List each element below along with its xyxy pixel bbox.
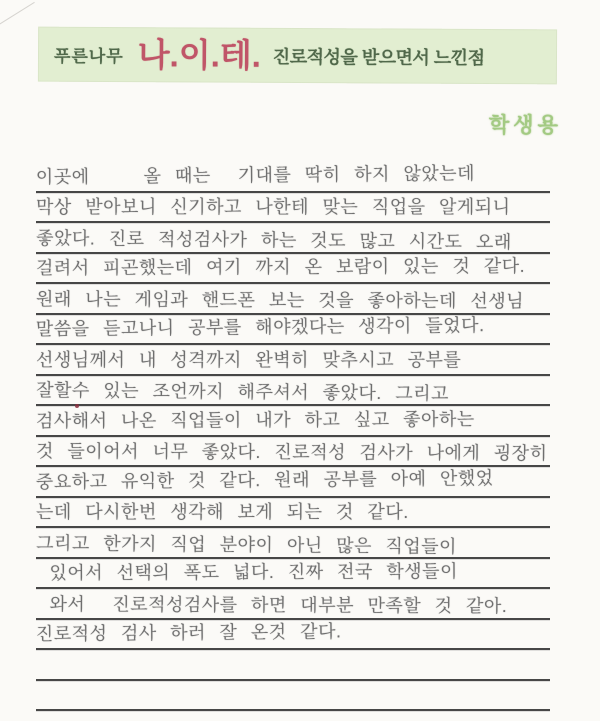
- handwritten-line: 것 들이어서 너무 좋았다. 진로적성 검사가 나에게 굉장히: [36, 441, 548, 464]
- ruled-line: [36, 162, 550, 193]
- handwritten-line: 잘할수 있는 조언까지 해주셔서 좋았다. 그리고: [36, 380, 450, 404]
- handwritten-line: 그리고 한가지 직업 분야이 아닌 많은 직업들이: [36, 532, 458, 557]
- ruled-line: [36, 589, 550, 620]
- handwritten-line: 는데 다시한번 생각해 보게 되는 것 같다.: [36, 502, 409, 522]
- ruled-line: [36, 284, 550, 315]
- handwritten-line: 좋았다. 진로 적성검사가 하는 것도 많고 시간도 오래: [36, 227, 512, 252]
- handwritten-line: 중요하고 유익한 것 같다. 원래 공부를 아예 안했었: [35, 467, 494, 492]
- ruled-line: [36, 406, 550, 437]
- handwritten-line: 걸려서 피곤했는데 여기 까지 온 보람이 있는 것 같다.: [35, 255, 526, 279]
- handwritten-line: 있어서 선택의 폭도 넓다. 진짜 전국 학생들이: [35, 561, 458, 584]
- handwritten-text-area: [36, 162, 550, 711]
- header-prefix: 푸른나무: [53, 46, 124, 67]
- student-copy-stamp: 학생용: [489, 114, 562, 137]
- handwritten-line: 원래 나는 게임과 핸드폰 보는 것을 좋아하는데 선생님: [36, 288, 525, 311]
- header-title: 진로적성을 받으면서 느낀점: [272, 46, 485, 68]
- ruled-line: [36, 528, 550, 559]
- handwritten-line: 말씀을 듣고나니 공부를 해야겠다는 생각이 들었다.: [35, 315, 485, 340]
- ruled-line: [36, 559, 550, 590]
- ruled-line: [36, 498, 550, 529]
- ruled-line: [36, 620, 550, 651]
- ruled-line: [36, 315, 550, 346]
- handwritten-line: 막상 받아보니 신기하고 나한테 맞는 직업을 알게되니: [36, 197, 511, 217]
- header-banner: [38, 27, 557, 85]
- ruled-line: [36, 467, 550, 498]
- handwritten-line: 선생님께서 내 성격까지 완벽히 맞추시고 공부를: [36, 349, 462, 370]
- ruled-line: [36, 254, 550, 285]
- handwritten-line: 와서 진로적성검사를 하면 대부분 만족할 것 같아.: [36, 593, 508, 616]
- pencil-speck: [75, 404, 79, 408]
- ruled-line: [36, 345, 550, 376]
- page-corner-crease: [0, 2, 35, 27]
- header-brand-naite: 나.이.테.: [137, 36, 261, 74]
- handwritten-line: 검사해서 나온 직업들이 내가 하고 싶고 좋아하는: [35, 408, 475, 431]
- handwritten-line: 이곳에 올 때는 기대를 딱히 하지 않았는데: [35, 162, 476, 187]
- ruled-line: [36, 681, 550, 712]
- ruled-line: [36, 437, 550, 468]
- ruled-line: [36, 650, 550, 681]
- ruled-line: [36, 193, 550, 224]
- handwritten-line: 진로적성 검사 하러 잘 온것 같다.: [35, 621, 342, 645]
- ruled-line: [36, 223, 550, 254]
- ruled-line: [36, 376, 550, 407]
